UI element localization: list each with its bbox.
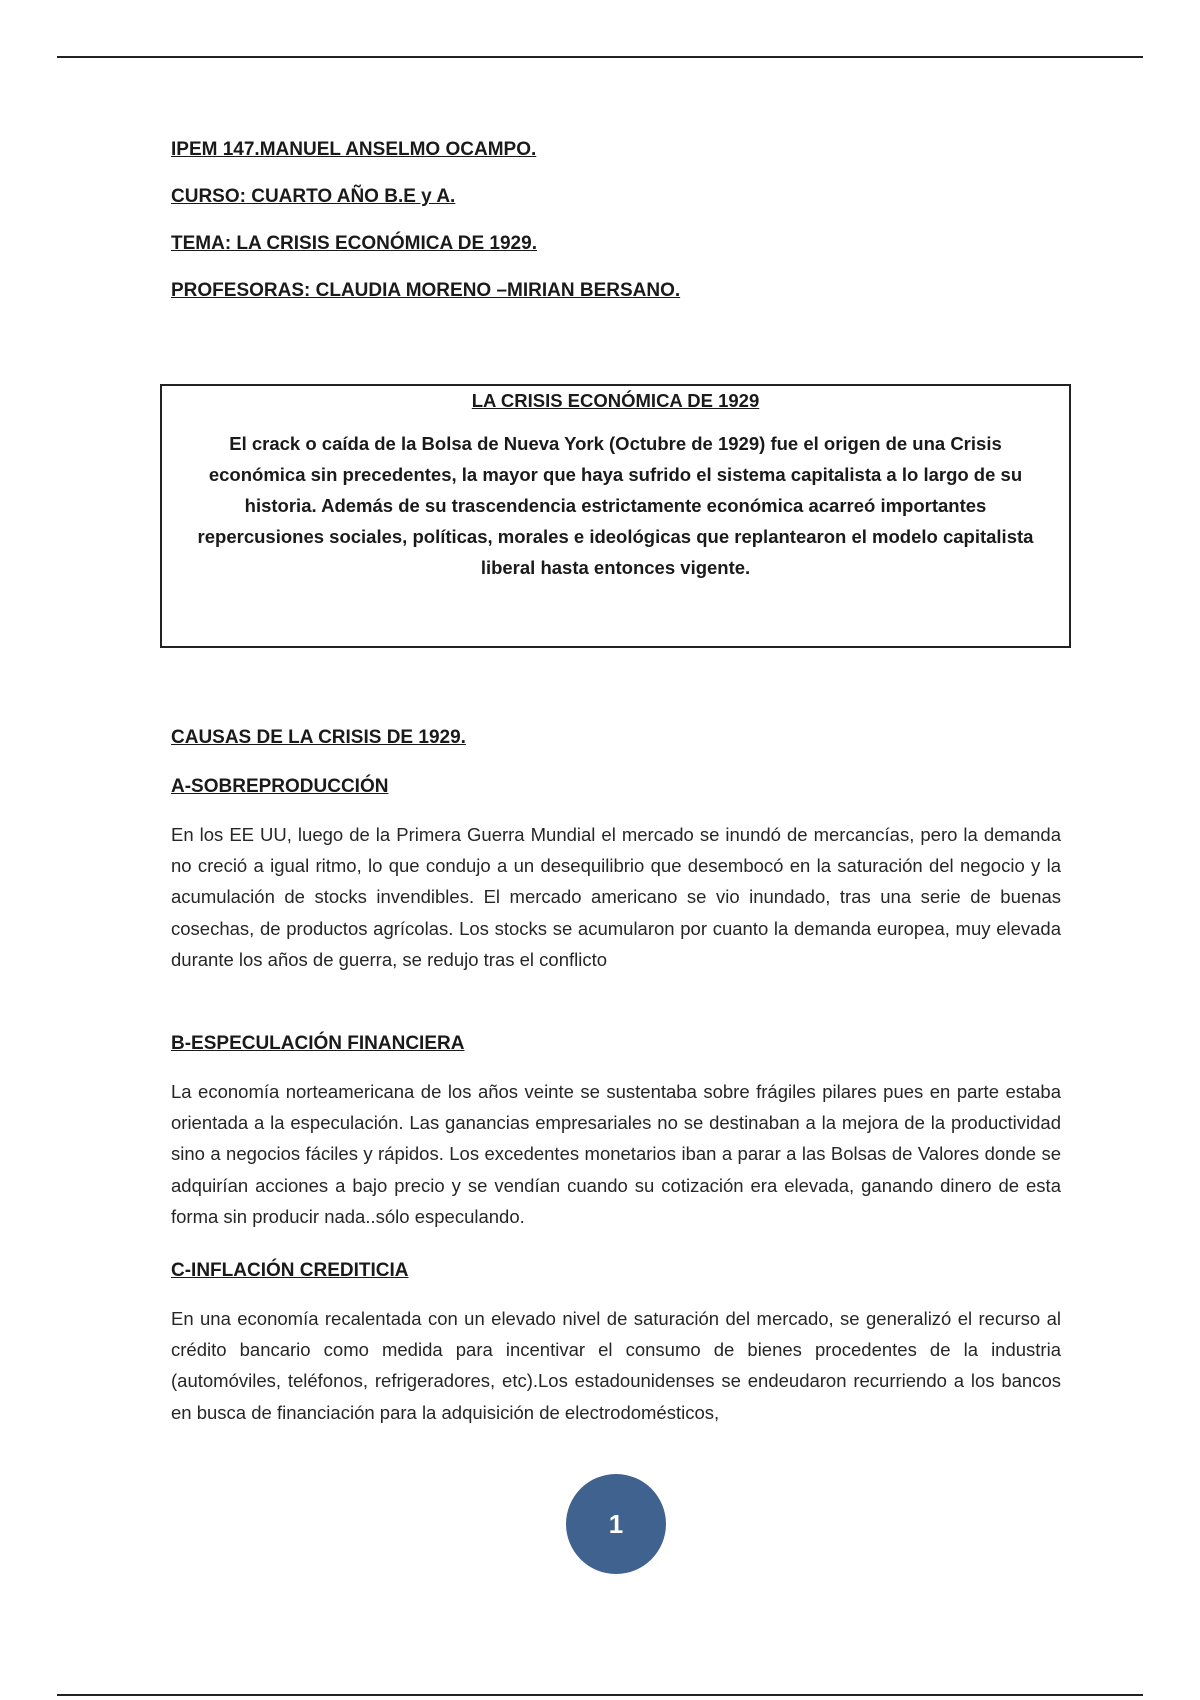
section-text-overproduction: En los EE UU, luego de la Primera Guerra Mundial el mercado se inundó de mercancías, pero la demanda no creció a igual ritmo, lo que condujo a un desequilibrio que desembocó en la saturación del negocio y la acumulación de stocks invendibles. El mercado americano se vio inundado, tras una serie de buenas cosechas, de productos agrícolas. Los stocks se acumularon por cuanto la demanda europea, muy elevada durante los años de guerra, se redujo tras el conflicto — [171, 824, 1061, 970]
section-heading-overproduction: A-SOBREPRODUCCIÓN — [171, 776, 389, 797]
section-text-credit-inflation: En una economía recalentada con un elevado nivel de saturación del mercado, se generalizó el recurso al crédito bancario como medida para incentivar el consumo de bienes procedentes de la industria (automóviles, teléfonos, refrigeradores, etc).Los estadounidenses se endeudaron recurriendo a los bancos en busca de financiación para la adquisición de electrodomésticos, — [171, 1308, 1061, 1423]
intro-box — [160, 384, 1071, 648]
teachers-line: PROFESORAS: CLAUDIA MORENO –MIRIAN BERSANO. — [171, 280, 681, 301]
document-header — [171, 138, 1061, 326]
intro-box-text: El crack o caída de la Bolsa de Nueva York (Octubre de 1929) fue el origen de una Crisis económica sin precedentes, la mayor que haya sufrido el sistema capitalista a lo largo de su historia. Además de su trascendencia estrictamente económica acarreó importantes repercusiones sociales, políticas, morales e ideológicas que replantearon el modelo capitalista liberal hasta entonces vigente. — [197, 433, 1034, 578]
causes-title-block — [171, 726, 1061, 750]
section-overproduction — [171, 775, 1061, 975]
section-speculation — [171, 1032, 1061, 1232]
course-line: CURSO: CUARTO AÑO B.E y A. — [171, 186, 456, 207]
section-text-speculation: La economía norteamericana de los años veinte se sustentaba sobre frágiles pilares pues en parte estaba orientada a la especulación. Las ganancias empresariales no se destinaban a la mejora de la productividad sino a negocios fáciles y rápidos. Los excedentes monetarios iban a parar a las Bolsas de Valores donde se adquirían acciones a bajo precio y se vendían cuando su cotización era elevada, ganando dinero de esta forma sin producir nada..sólo especulando. — [171, 1081, 1061, 1227]
page-number-badge: 1 — [566, 1474, 666, 1574]
causes-title: CAUSAS DE LA CRISIS DE 1929. — [171, 727, 466, 748]
intro-box-title: LA CRISIS ECONÓMICA DE 1929 — [471, 390, 760, 411]
topic-line: TEMA: LA CRISIS ECONÓMICA DE 1929. — [171, 233, 537, 254]
section-heading-credit-inflation: C-INFLACIÓN CREDITICIA — [171, 1260, 409, 1281]
top-rule — [57, 56, 1143, 58]
section-credit-inflation — [171, 1259, 1061, 1428]
bottom-rule — [57, 1694, 1143, 1696]
school-name: IPEM 147.MANUEL ANSELMO OCAMPO. — [171, 139, 537, 160]
section-heading-speculation: B-ESPECULACIÓN FINANCIERA — [171, 1033, 465, 1054]
